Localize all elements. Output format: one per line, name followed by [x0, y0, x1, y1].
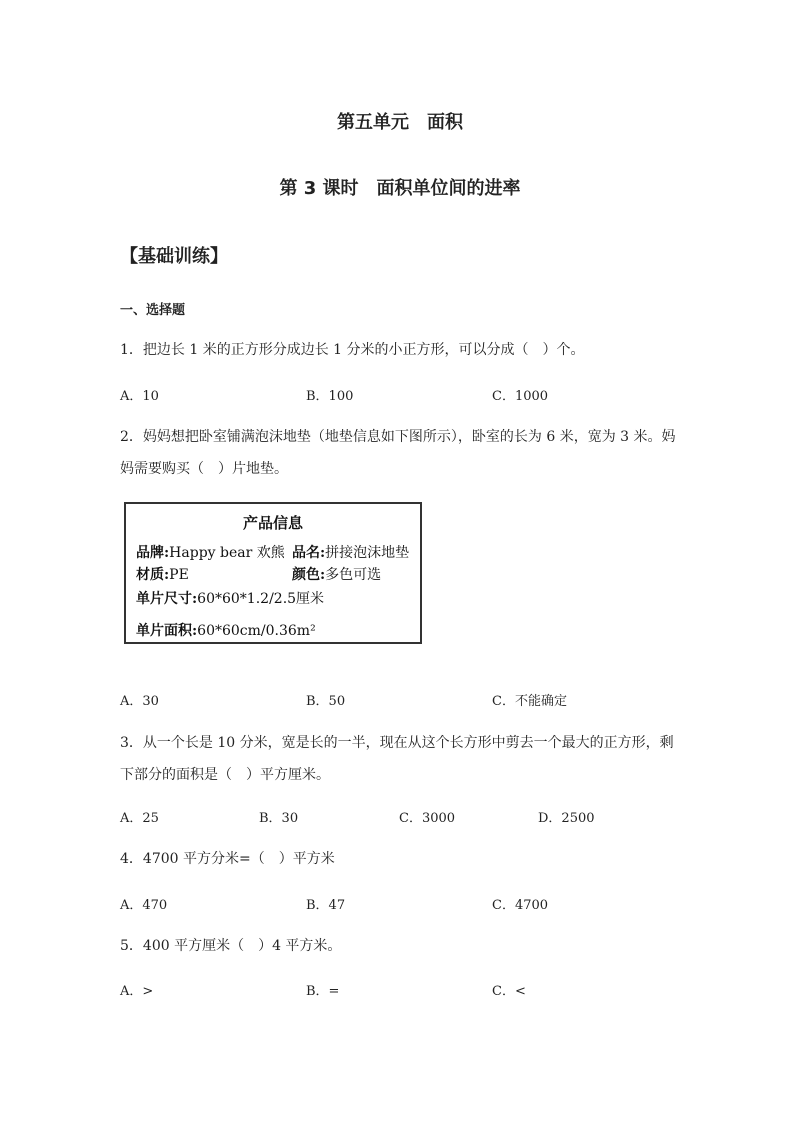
- question-5-option-a[interactable]: A．>: [120, 984, 154, 999]
- color-value: 多色可选: [325, 567, 382, 583]
- material-label: 材质:: [136, 567, 170, 583]
- question-4-text: 4．4700 平方分米=（ ）平方米: [120, 851, 335, 867]
- question-2-option-c[interactable]: C．不能确定: [492, 694, 567, 709]
- brand-label: 品牌:: [136, 545, 170, 561]
- question-5-option-b[interactable]: B．=: [306, 984, 340, 999]
- brand-row: [136, 542, 285, 562]
- question-1-option-a[interactable]: A．10: [120, 389, 159, 404]
- question-1-text: 1．把边长 1 米的正方形分成边长 1 分米的小正方形，可以分成（ ）个。: [120, 342, 585, 358]
- size-label: 单片尺寸:: [136, 591, 198, 607]
- question-4-option-b[interactable]: B．47: [306, 898, 346, 913]
- size-value: 60*60*1.2/2.5厘米: [197, 591, 325, 607]
- question-5-text: 5．400 平方厘米（ ）4 平方米。: [120, 938, 342, 954]
- question-1-option-c[interactable]: C．1000: [492, 389, 549, 404]
- product-name-value: 拼接泡沫地垫: [325, 545, 410, 561]
- product-name-label: 品名:: [292, 545, 326, 561]
- color-row: [292, 564, 381, 584]
- question-4-option-a[interactable]: A．470: [120, 898, 168, 913]
- area-row: [136, 620, 316, 640]
- question-3-option-a[interactable]: A．25: [120, 811, 159, 826]
- question-2-option-a[interactable]: A．30: [120, 694, 159, 709]
- product-info-box: [124, 502, 422, 644]
- lesson-title: 第 3 课时 面积单位间的进率: [279, 178, 521, 199]
- area-label: 单片面积:: [136, 623, 198, 639]
- unit-title: 第五单元 面积: [337, 112, 463, 133]
- question-2-option-b[interactable]: B．50: [306, 694, 346, 709]
- question-4-option-c[interactable]: C．4700: [492, 898, 549, 913]
- question-2-text-line1: 2．妈妈想把卧室铺满泡沫地垫（地垫信息如下图所示），卧室的长为 6 米，宽为 3 米。妈: [120, 429, 676, 445]
- question-3-text-line2: 下部分的面积是（ ）平方厘米。: [120, 767, 330, 783]
- brand-value: Happy bear 欢熊: [169, 545, 285, 561]
- question-3-text-line1: 3．从一个长是 10 分米，宽是长的一半，现在从这个长方形中剪去一个最大的正方形，剩: [120, 735, 674, 751]
- area-value: 60*60cm/0.36m²: [197, 623, 316, 639]
- product-info-title: 产品信息: [242, 514, 303, 532]
- material-row: [136, 564, 189, 584]
- color-label: 颜色:: [292, 567, 326, 583]
- question-3-option-b[interactable]: B．30: [259, 811, 299, 826]
- question-5-option-c[interactable]: C．<: [492, 984, 526, 999]
- material-value: PE: [169, 567, 189, 583]
- section-heading: 【基础训练】: [120, 246, 228, 267]
- size-row: [136, 588, 324, 608]
- question-2-text-line2: 妈需要购买（ ）片地垫。: [120, 461, 288, 477]
- question-3-option-c[interactable]: C．3000: [399, 811, 456, 826]
- part-heading: 一、选择题: [120, 303, 186, 318]
- product-name-row: [292, 542, 409, 562]
- question-3-option-d[interactable]: D．2500: [538, 811, 595, 826]
- question-1-option-b[interactable]: B．100: [306, 389, 354, 404]
